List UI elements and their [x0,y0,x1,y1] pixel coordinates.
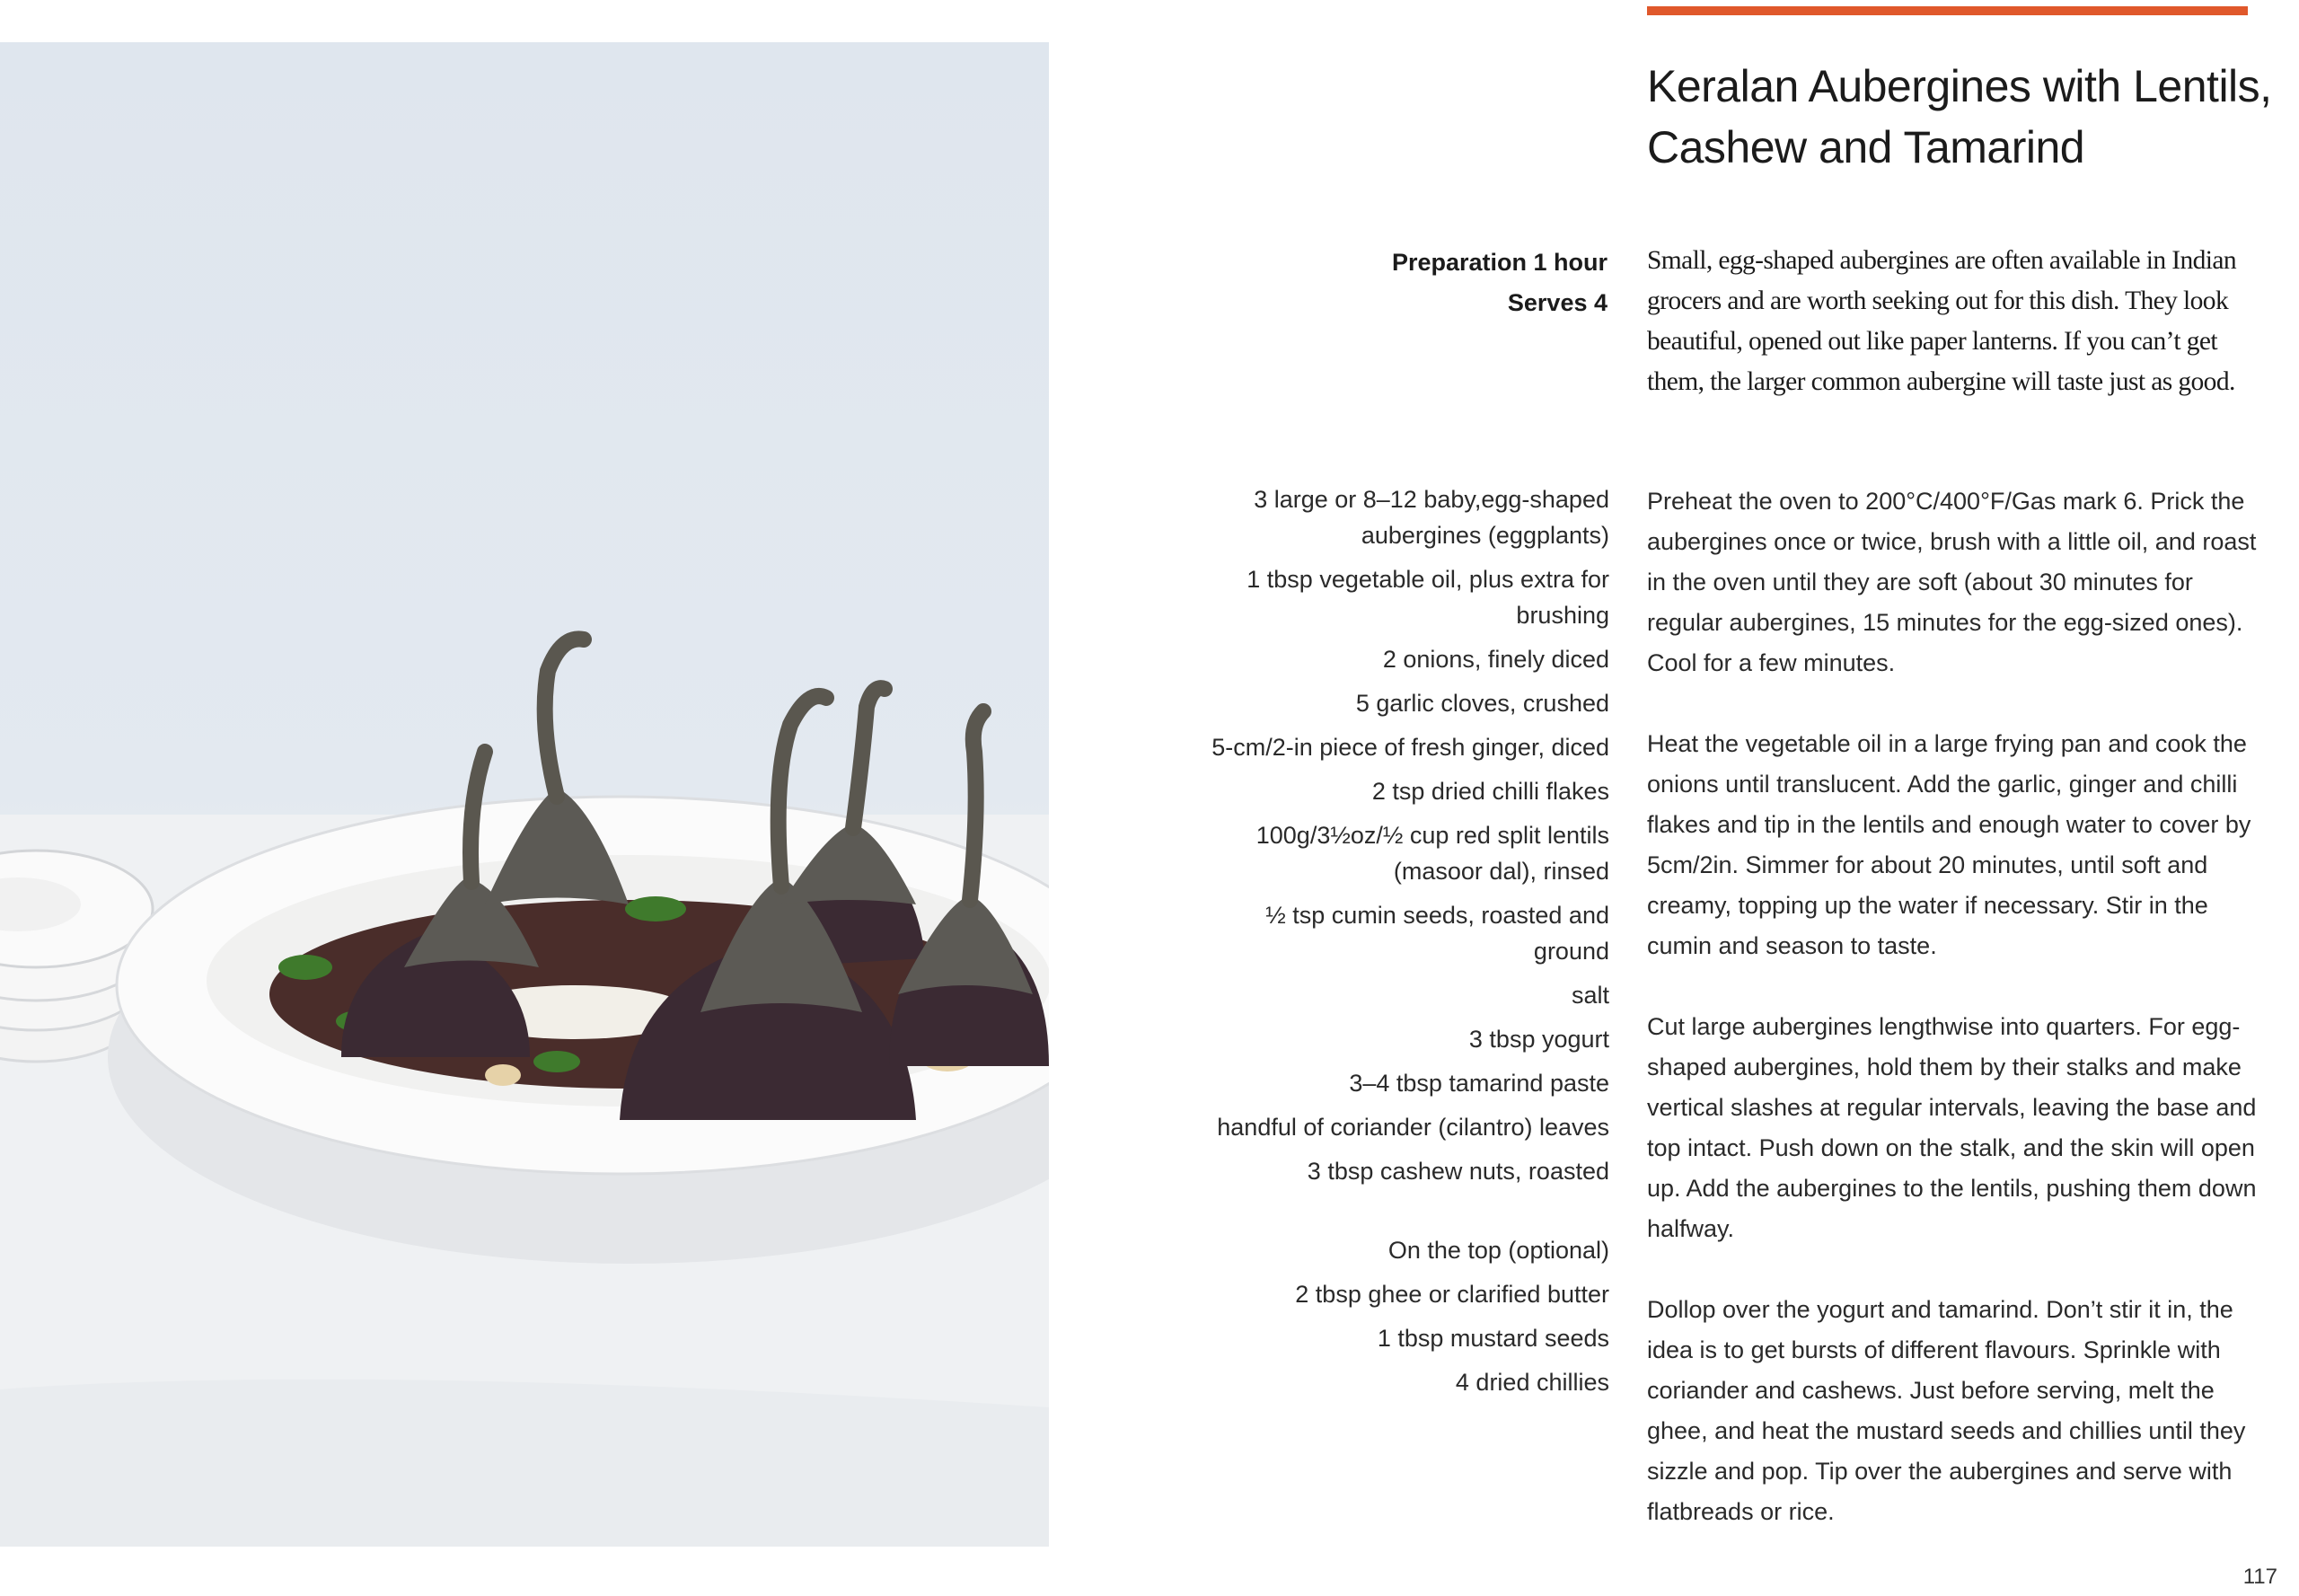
servings: Serves 4 [1507,289,1608,316]
method-step: Heat the vegetable oil in a large frying pan and cook the onions until translucent. Add the garlic, ginger and chilli flakes and tip in the lentils and enough water to cover by 5cm/2in. Simmer for about 20 minutes, until soft and creamy, topping up the water if necessary. Stir in the cumin and season to taste. [1647,730,2251,959]
accent-bar [1647,6,2248,15]
ingredient-item: 5-cm/2-in piece of fresh ginger, diced [1211,734,1609,761]
ingredient-item: 1 tbsp vegetable oil, plus extra for brushing [1246,566,1609,629]
page-number: 117 [2242,1565,2277,1589]
method-step: Preheat the oven to 200°C/400°F/Gas mark 6. Prick the aubergines once or twice, brush with a little oil, and roast in the oven until they are soft (about 30 minutes for regular aubergines, 15 minutes for the egg-sized ones). Cool for a few minutes. [1647,488,2257,676]
topping-item: 1 tbsp mustard seeds [1377,1325,1609,1352]
ingredient-item: handful of coriander (cilantro) leaves [1217,1114,1609,1141]
topping-item: 2 tbsp ghee or clarified butter [1295,1281,1609,1308]
topping-item: 4 dried chillies [1455,1369,1609,1396]
ingredient-item: 3–4 tbsp tamarind paste [1349,1070,1609,1097]
ingredient-item: 2 tsp dried chilli flakes [1371,778,1609,805]
title-line-1: Keralan Aubergines with Lentils, [1647,61,2272,111]
preparation-time: Preparation 1 hour [1391,249,1608,276]
ingredient-item: 2 onions, finely diced [1382,646,1609,673]
ingredient-item: 3 tbsp yogurt [1468,1026,1609,1053]
ingredient-item: 3 tbsp cashew nuts, roasted [1307,1158,1609,1185]
ingredient-item: 100g/3½oz/½ cup red split lentils (masoor dal), rinsed [1255,822,1609,885]
ingredient-item: 3 large or 8–12 baby,egg-shaped aubergines (eggplants) [1254,486,1609,549]
ingredient-item: 5 garlic cloves, crushed [1355,690,1609,717]
method-steps [1647,481,2267,1573]
dish-photo [0,42,1049,1547]
ingredients-list [1196,481,1609,1408]
ingredient-item: ½ tsp cumin seeds, roasted and ground [1265,902,1609,965]
topping-heading: On the top (optional) [1387,1237,1609,1264]
recipe-meta [1392,242,1608,323]
title-line-2: Cashew and Tamarind [1647,122,2085,172]
method-step: Dollop over the yogurt and tamarind. Don’t stir it in, the idea is to get bursts of different flavours. Sprinkle with coriander and cashews. Just before serving, melt the ghee, and heat the mustard seeds and chillies until they sizzle and pop. Tip over the aubergines and serve with flatbreads or rice. [1647,1296,2246,1525]
method-step: Cut large aubergines lengthwise into quarters. For egg-shaped aubergines, hold them by their stalks and make vertical slashes at regular intervals, leaving the base and top intact. Push down on the stalk, and the skin will open up. Add the aubergines to the lentils, pushing them down halfway. [1647,1013,2257,1242]
recipe-intro: Small, egg-shaped aubergines are often available in Indian grocers and are worth seeking out for this dish. They look beautiful, opened out like paper lanterns. If you can’t get them, the larger common aubergine will taste just as good. [1647,246,2237,396]
ingredient-item: salt [1571,982,1609,1009]
recipe-title [1647,56,2276,178]
